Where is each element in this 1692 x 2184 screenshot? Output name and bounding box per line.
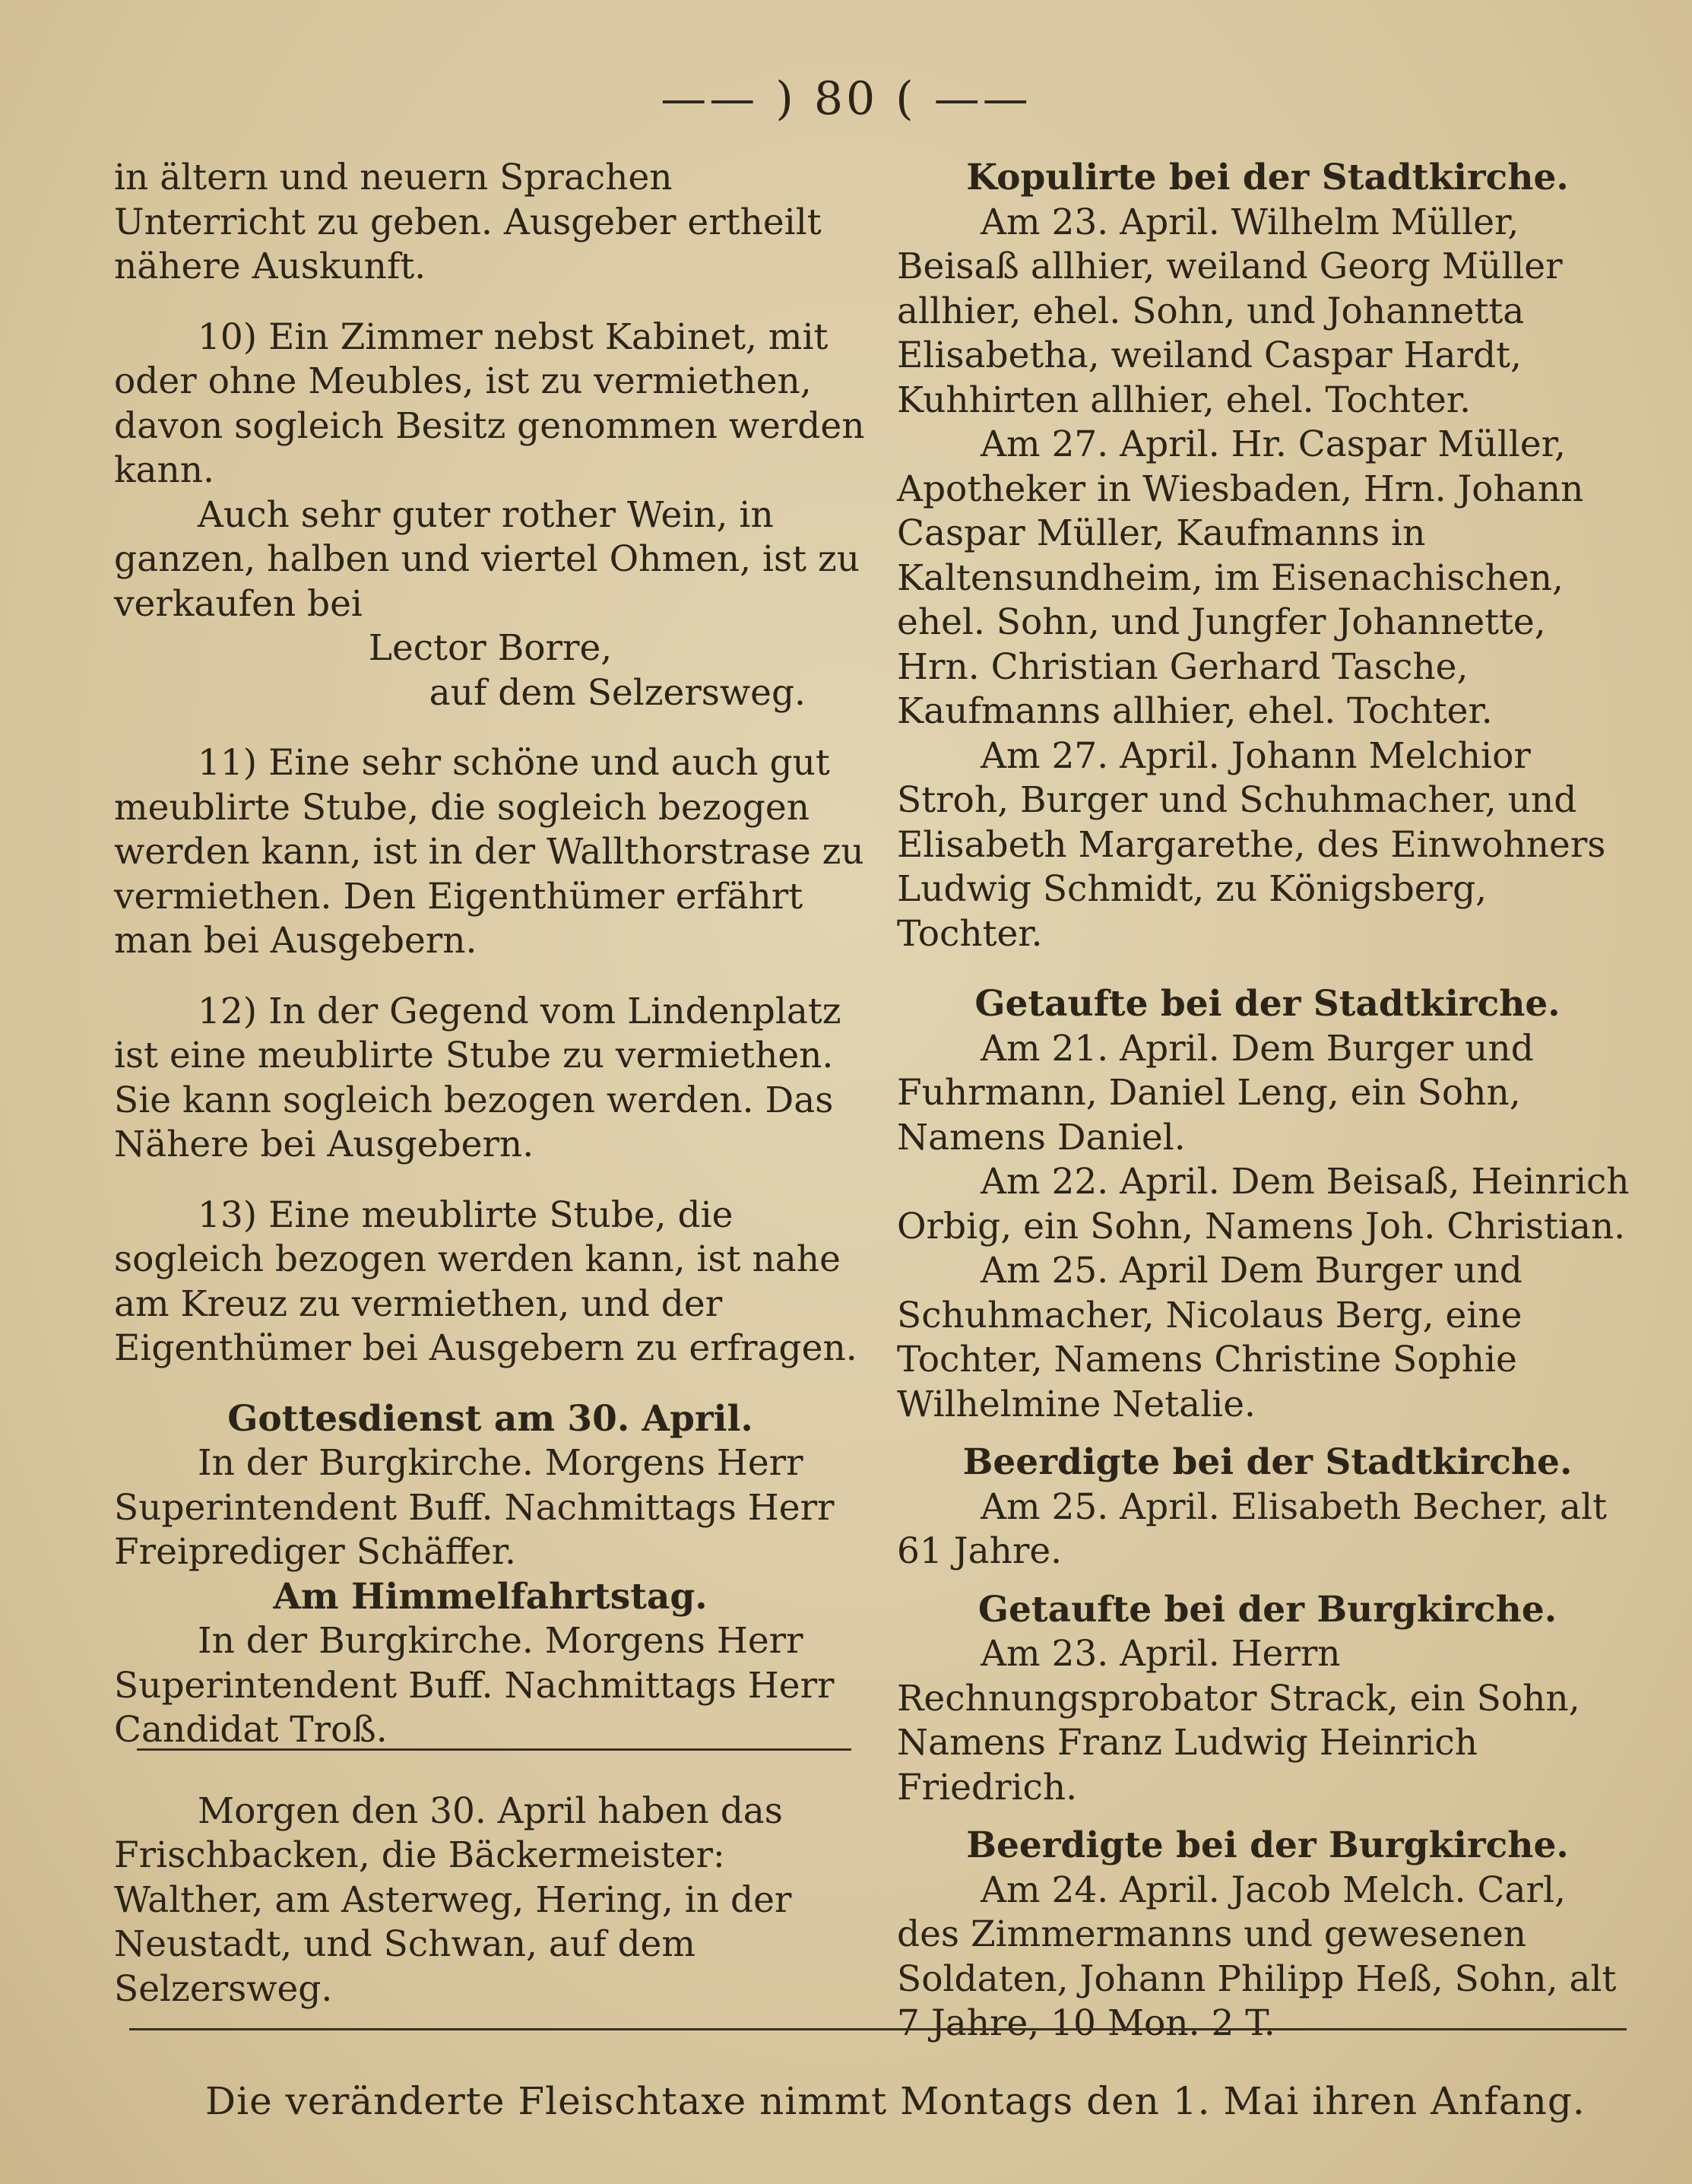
record-baptism-1: Am 21. April. Dem Burger und Fuhrmann, Daniel Leng, ein Sohn, Namens Daniel. <box>897 1027 1534 1159</box>
record-baptism-2: Am 22. April. Dem Beisaß, Heinrich Orbig, ein Sohn, Namens Joh. Christian. <box>897 1161 1630 1247</box>
right-column <box>897 156 1638 2046</box>
left-column <box>114 156 867 2011</box>
divider-bottom <box>129 2028 1627 2030</box>
record-baptism-3: Am 25. April Dem Burger und Schuhmacher, Nicolaus Berg, eine Tochter, Namens Christine Sophie Wilhelmine Netalie. <box>897 1250 1522 1425</box>
record-burial-2: Am 24. April. Jacob Melch. Carl, des Zimmermanns und gewesenen Soldaten, Johann Philipp Heß, Sohn, alt 7 Jahre, 10 Mon. 2 T. <box>897 1869 1617 2044</box>
notice-13-room: 13) Eine meublirte Stube, die sogleich bezogen werden kann, ist nahe am Kreuz zu vermiethen, und der Eigenthümer bei Ausgebern zu erfragen. <box>114 1193 857 1369</box>
heading-baptisms-burgkirche: Getaufte bei der Burgkirche. <box>977 1588 1557 1631</box>
service-burgkirche-2: In der Burgkirche. Morgens Herr Superintendent Buff. Nachmittags Herr Candidat Troß. <box>114 1620 835 1751</box>
record-burial-1: Am 25. April. Elisabeth Becher, alt 61 Jahre. <box>897 1485 1607 1572</box>
signature-address: auf dem Selzersweg. <box>429 671 806 714</box>
holiday-heading: Am Himmelfahrtstag. <box>273 1575 708 1618</box>
record-marriage-3: Am 27. April. Johann Melchior Stroh, Burger und Schuhmacher, und Elisabeth Margarethe, des Einwohners Ludwig Schmidt, zu Königsberg, Tochter. <box>897 734 1606 955</box>
notice-10-room: 10) Ein Zimmer nebst Kabinet, mit oder ohne Meubles, ist zu vermiethen, davon sogleich Besitz genommen werden kann. <box>114 315 865 491</box>
page-number-header: —— ) 80 ( —— <box>661 72 1031 125</box>
notice-12-room: 12) In der Gegend vom Lindenplatz ist eine meublirte Stube zu vermiethen. Sie kann sogleich bezogen werden. Das Nähere bei Ausgebern. <box>114 990 841 1165</box>
service-burgkirche-1: In der Burgkirche. Morgens Herr Superintendent Buff. Nachmittags Herr Freiprediger Schäffer. <box>114 1442 835 1573</box>
signature-name: Lector Borre, <box>368 627 613 669</box>
record-baptism-4: Am 23. April. Herrn Rechnungsprobator Strack, ein Sohn, Namens Franz Ludwig Heinrich Friedrich. <box>897 1633 1580 1808</box>
heading-burials-burgkirche: Beerdigte bei der Burgkirche. <box>966 1824 1569 1866</box>
heading-marriages-stadtkirche: Kopulirte bei der Stadtkirche. <box>966 157 1569 198</box>
footer-notice: Die veränderte Fleischtaxe nimmt Montags den 1. Mai ihren Anfang. <box>205 2079 1586 2123</box>
heading-baptisms-stadtkirche: Getaufte bei der Stadtkirche. <box>974 983 1561 1025</box>
record-marriage-2: Am 27. April. Hr. Caspar Müller, Apotheker in Wiesbaden, Hrn. Johann Caspar Müller, Kaufmanns in Kaltensundheim, im Eisenachischen, ehel. Sohn, und Jungfer Johannette, Hrn. Christian Gerhard Tasche, Kaufmanns allhier, ehel. Tochter. <box>897 423 1584 732</box>
notice-11-room: 11) Eine sehr schöne und auch gut meublirte Stube, die sogleich bezogen werden kann, ist in der Wallthorstrase zu vermiethen. Den Eigenthümer erfährt man bei Ausgebern. <box>114 742 864 962</box>
notice-language-lessons: in ältern und neuern Sprachen Unterricht zu geben. Ausgeber ertheilt nähere Auskunft. <box>114 157 822 287</box>
notice-bakers: Morgen den 30. April haben das Frischbacken, die Bäckermeister: Walther, am Asterweg, Hering, in der Neustadt, und Schwan, auf dem Selzersweg. <box>114 1789 792 2010</box>
service-heading: Gottesdienst am 30. April. <box>227 1397 753 1440</box>
heading-burials-stadtkirche: Beerdigte bei der Stadtkirche. <box>962 1441 1573 1483</box>
divider-left <box>137 1748 851 1751</box>
record-marriage-1: Am 23. April. Wilhelm Müller, Beisaß allhier, weiland Georg Müller allhier, ehel. Sohn, und Johannetta Elisabetha, weiland Caspar Hardt, Kuhhirten allhier, ehel. Tochter. <box>897 201 1563 421</box>
notice-wine-sale: Auch sehr guter rother Wein, in ganzen, halben und viertel Ohmen, ist zu verkaufen bei <box>114 493 860 625</box>
